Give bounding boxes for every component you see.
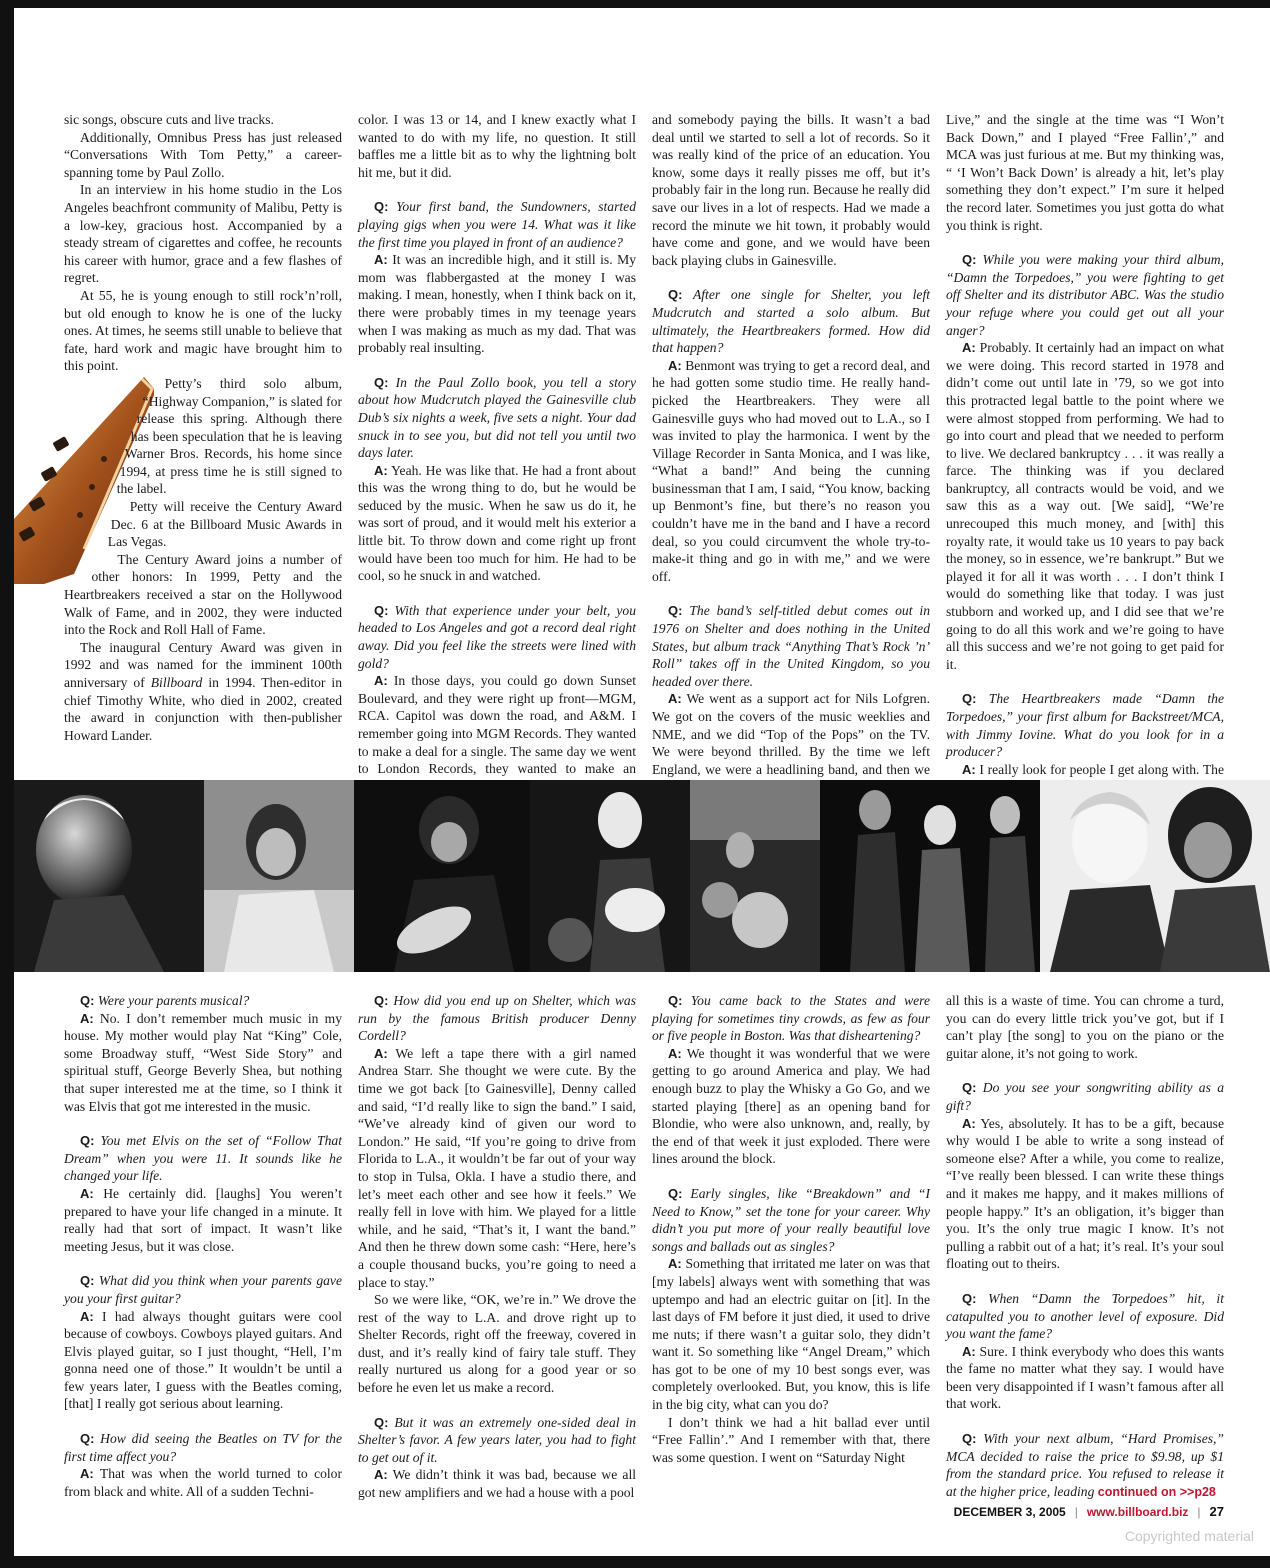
page-edge-left (0, 0, 14, 1568)
answer: A: We thought it was wonderful that we were getting to go around America and play. We had enough buzz to play the Whisky a Go Go, and we started playing [there] as an opening band for Blondie, who were also unknown, and, really, by the end of that week it just exploded. There were lines around the block. (652, 1045, 931, 1167)
qa-block (946, 1079, 1224, 1273)
photo-guitarist-seated (354, 780, 530, 972)
answer: A: We went as a support act for Nils Lofgren. We got on the covers of the music weeklies and NME, and we did “Top of the Pops” on the TV. We were beyond thrilled. By the time we left England, we were a headlining band, and then we (652, 691, 930, 777)
question: Q: But it was an extremely one-sided deal in Shelter’s favor. A few years later, you had to fight to get out of it. (358, 1414, 636, 1465)
column-4-top (946, 111, 1224, 796)
answer: A: That was when the world turned to color from black and white. All of a sudden Techni- (64, 1466, 343, 1499)
answer: A: I had always thought guitars were cool because of cowboys. Cowboys played guitars. And Elvis played guitar, so I just thought, “Hell, I’m gonna need one of those.” It wouldn’t be until a few years later, I guess with the Beatles coming, [that] I really got serious about learning. (64, 1308, 342, 1412)
question: Q: The band’s self-titled debut comes out in 1976 on Shelter and does nothing in the United States, but album track “Anything That’s Rock ’n’ Roll” takes off in the United Kingdom, so you headed over there. (652, 603, 930, 689)
qa-block (946, 1430, 1224, 1501)
question: Q: Your first band, the Sundowners, started playing gigs when you were 14. What was it like the first time you played in front of an audience? (358, 199, 636, 250)
paragraph: sic songs, obscure cuts and live tracks. (64, 112, 274, 127)
question: Q: You met Elvis on the set of “Follow That Dream” when you were 11. It sounds like he changed your life. (64, 1133, 342, 1184)
qa-block (64, 1430, 342, 1500)
answer: A: Probably. It certainly had an impact on what we were doing. This record started in 1978 and didn’t come out until late in ’79, so we got into this protracted legal battle to the point where we were almost stopped from performing. We had to go into court and plead that we needed to perform to live. We declared bankruptcy . . . it was really a farce. The thinking was if you declared bankruptcy, all contracts would be void, and we saw this as a way out. [We said], “We’re unrecouped this much money, and [with] this royalty rate, it would take us 10 years to pay back the money, so in essence, we’re bankrupt.” But we played it for all it was worth . . . I don’t think I would do something like that today. I was just stubborn and worked up, and I did see that we’re going to do all this work and we’re going to have all this success and we’re not going to get paid for it. (946, 340, 1224, 672)
paragraph: Additionally, Omnibus Press has just released “Conversations With Tom Petty,” a career-spanning tome by Paul Zollo. (64, 129, 342, 180)
paragraph: Petty’s third solo album, “Highway Companion,” is slated for release this spring. Although there has been speculation that he is leaving Warner Bros. Records, his home since 1994, at press time he is still signed to the label. (116, 375, 342, 497)
page-edge-bottom (0, 1556, 1270, 1568)
answer: A: It was an incredible high, and it still is. My mom was flabbergasted at the money I was making. I mean, honestly, when I think back on it, there were probably times in my teenage years when I was making as much as my dad. That was probably real insulting. (358, 252, 636, 356)
question: Q: In the Paul Zollo book, you tell a story about how Mudcrutch played the Gainesville club Dub’s six nights a week, five sets a night. Your dad snuck in to see you, but did not tell you until two days later. (358, 374, 636, 461)
question: Q: When “Damn the Torpedoes” hit, it catapulted you to another level of exposure. Did you want the fame? (946, 1290, 1224, 1342)
qa-block (652, 992, 930, 1168)
copyright-watermark: Copyrighted material (1124, 1528, 1254, 1544)
column-1-top (64, 111, 342, 744)
photo-stage-performance (530, 780, 690, 972)
answer: A: No. I don’t remember much music in my house. My mother would play Nat “King” Cole, some Broadway stuff, “West Side Story” and spiritual stuff, George Beverly Shea, but nothing that super interested me at the time, so I think it was Elvis that got me interested in the music. (64, 1010, 342, 1114)
question: Q: What did you think when your parents gave you your first guitar? (64, 1273, 342, 1306)
question: Q: How did seeing the Beatles on TV for the first time affect you? (64, 1431, 342, 1464)
question: Q: You came back to the States and were playing for sometimes tiny crowds, as few as four or five people in Boston. Was that disheartening? (652, 993, 930, 1044)
paragraph: Petty will receive the Century Award Dec. 6 at the Billboard Music Awards in Las Vegas. (107, 499, 342, 550)
question: Q: Were your parents musical? (80, 993, 250, 1008)
question: Q: How did you end up on Shelter, which was run by the famous British producer Denny Cordell? (358, 993, 637, 1044)
paragraph: In an interview in his home studio in the Los Angeles beachfront community of Malibu, Petty is a low-key, gracious host. Accompanied by a steady stream of cigarettes and coffee, he recounts his career with humor, grace and a few flashes of regret. (64, 182, 342, 286)
photo-petty-singing (14, 780, 204, 972)
column-3-top (652, 111, 930, 814)
qa-block (64, 1132, 342, 1255)
answer: A: Something that irritated me later on was that [my labels] always went with something that was uptempo and had an electric guitar on [it]. In the last days of FM before it just died, it used to drive me nuts; if there wasn’t a guitar solo, they didn’t want it. So something like “Angel Dream,” which has got to be one of my 10 best songs ever, was completely overlooked. But, you know, this is life in the big city, what can you do? (652, 1256, 930, 1413)
qa-block (358, 1414, 636, 1502)
qa-block (358, 992, 636, 1397)
paragraph: At 55, he is young enough to still rock’n’roll, but old enough to know he is one of the lucky ones. At times, he seems still unable to believe that fate, hard work and magic have brought him to this point. (64, 287, 342, 374)
page-number: 27 (1209, 1504, 1224, 1519)
photo-petty-and-dylan (1040, 780, 1270, 972)
qa-block (652, 1185, 930, 1467)
answer: A: He certainly did. [laughs] You weren’t prepared to have your life changed in a minute. It really had that sort of impact. It wasn’t like meeting Jesus, but it was close. (64, 1185, 342, 1254)
qa-block (358, 198, 636, 356)
photo-seated-musician (204, 780, 354, 972)
paragraph: So we were like, “OK, we’re in.” We drove the rest of the way to L.A. and drove right up to Shelter Records, right off the freeway, covered in dust, and it’s really kind of fairy tale stuff. They really nurtured us along for a good year or so before he even let us make a record. (358, 1292, 636, 1396)
photo-strip (14, 780, 1270, 972)
question: Q: After one single for Shelter, you left Mudcrutch and started a solo album. But ultimately, the Heartbreakers formed. How did that happen? (652, 287, 931, 356)
column-3-bottom (652, 992, 930, 1466)
qa-block (64, 992, 342, 1115)
answer: A: We left a tape there with a girl named Andrea Starr. She thought we were cute. By the time we got back [to Gainesville], Denny called and said, “I’d really like to sign the band.” I said, “We’ve already kind of given our word to London.” He said, “If you’re going to drive from Florida to L.A., it wouldn’t be far out of your way to stop in Tulsa, Okla. I have a studio there, and let’s meet each other and see how it feels.” We really fell in love with him. We played for a little while, and he said, “That’s it, I want the band.” And then he threw down some cash: “Here, here’s a couple thousand bucks, you’re going to need a place to stay.” (358, 1045, 637, 1290)
paragraph: color. I was 13 or 14, and I knew exactly what I wanted to do with my life, no question. It still baffles me a little bit as to why the lightning bolt hit me, but it did. (358, 112, 636, 180)
photo-band-drums (690, 780, 820, 972)
page-footer: DECEMBER 3, 2005 | www.billboard.biz | 27 (953, 1504, 1224, 1519)
question: Q: While you were making your third album, “Damn the Torpedoes,” you were fighting to get off Shelter and its distributor ABC. Was the studio your refuge where you could get out all your anger? (946, 252, 1224, 338)
paragraph: The Century Award joins a number of other honors: In 1999, Petty and the Heartbreakers received a star on the Hollywood Walk of Fame, and in 2002, they were inducted into the Rock and Roll Hall of Fame. (64, 551, 342, 638)
photo-band-onstage (820, 780, 1040, 972)
page-edge-top (0, 0, 1270, 8)
question: Q: With your next album, “Hard Promises,” MCA decided to raise the price to $9.98, up $1 from the standard price. You refused to release it at the higher price, leading continued on >>p28 (946, 1431, 1224, 1499)
qa-block (358, 374, 636, 585)
answer: A: Sure. I think everybody who does this wants the fame no matter what they say. I would have been very disappointed if I wasn’t famous after all that work. (946, 1343, 1224, 1412)
answer: A: We didn’t think it was bad, because we all got new amplifiers and we had a house with a pool (358, 1467, 637, 1501)
qa-block (946, 1290, 1224, 1413)
paragraph: and somebody paying the bills. It wasn’t a bad deal until we started to sell a lot of records. So it was really kind of the price of an education. You know, some days it really pisses me off, but it’s probably fair in the long run. Because he really did save our lives in a lot of respects. Had we made a record the minute we hit town, it probably would have come and gone, and we would have been back playing clubs in Gainesville. (652, 112, 930, 268)
question: Q: Do you see your songwriting ability as a gift? (946, 1080, 1224, 1113)
question: Q: Early singles, like “Breakdown” and “I Need to Know,” set the tone for your career. Why didn’t you put more of your really beautiful love songs and ballads out as singles? (652, 1185, 931, 1254)
qa-block (64, 1272, 342, 1413)
column-2-bottom (358, 992, 636, 1502)
question: Q: The Heartbreakers made “Damn the Torpedoes,” your first album for Backstreet/MCA, with Jimmy Iovine. What do you look for in a producer? (946, 691, 1224, 760)
issue-date: DECEMBER 3, 2005 (953, 1505, 1066, 1519)
continued-link[interactable]: continued on >>p28 (1097, 1484, 1216, 1499)
paragraph: The inaugural Century Award was given in 1992 and was named for the imminent 100th anniversary of Billboard in 1994. Then-editor in chief Timothy White, who died in 2002, created the award in conjunction with then-publisher Howard Lander. (64, 639, 342, 743)
answer: A: Yeah. He was like that. He had a front about this was the wrong thing to do, but he would be seduced by the music. When he saw us do it, he was sort of proud, and it would melt his exterior a little bit. To throw down and come right up front would have been too much for him. He had to be cool, so he snuck in and watched. (358, 462, 636, 584)
qa-block (652, 286, 930, 585)
column-2-top (358, 111, 636, 795)
column-1-bottom (64, 992, 342, 1500)
paragraph: Live,” and the single at the time was “I Won’t Back Down,” and I played “Free Fallin’,” and MCA was just furious at me. But my thinking was, “ ‘I Won’t Back Down’ is already a hit, let’s play something they don’t expect.” I’m sure it helped the record later. Sometimes you just gotta do what you think is right. (946, 112, 1224, 233)
answer: A: Benmont was trying to get a record deal, and he had gotten some studio time. He really hand-picked the Heartbreakers. They were all Gainesville guys who had moved out to L.A., so I was invited to play the harmonica. I went by the Village Recorder in Santa Monica, and I was like, “What a band!” And being the cunning businessman that I am, I said, “You know, backing up Benmont’s fine, but there’s no reason you couldn’t have me in the band and I have a record deal, so you could circumvent the whole try-to-make-it thing and go in with me,” and we were off. (652, 357, 930, 584)
answer: A: In those days, you could go down Sunset Boulevard, and they were right up front—MGM, RCA. Capitol was down the road, and A&M. I remember going into MGM Records. They wanted to make a deal for a single. The same day we went to London Records, they wanted to make an (358, 673, 636, 777)
paragraph: all this is a waste of time. You can chrome a turd, you can do every little trick you’ve got, but if I can’t play [the song] to you on the piano or the guitar alone, it’s not going to work. (946, 993, 1224, 1061)
qa-block (946, 251, 1224, 673)
answer: A: Yes, absolutely. It has to be a gift, because why would I be able to write a song instead of someone else? After a while, you come to realize, “I’ve really been blessed. I can write these things and it makes me happy, and it makes millions of people happy.” It’s an obligation, it’s bigger than you. It’s the only true magic I know. It’s not pulling a rabbit out of a hat; it’s real. It’s your soul floating out to theirs. (946, 1115, 1224, 1272)
answer: A: I really look for people I get along with. The (962, 761, 1224, 777)
paragraph: I don’t think we had a hit ballad ever until “Free Fallin’.” And I remember with that, there was some question. I went on “Saturday Night (652, 1414, 930, 1465)
question: Q: With that experience under your belt, you headed to Los Angeles and got a record deal right away. Did you feel like the streets were lined with gold? (358, 602, 636, 671)
column-4-bottom (946, 992, 1224, 1501)
website-link[interactable]: www.billboard.biz (1086, 1505, 1189, 1519)
qa-block (358, 602, 636, 796)
